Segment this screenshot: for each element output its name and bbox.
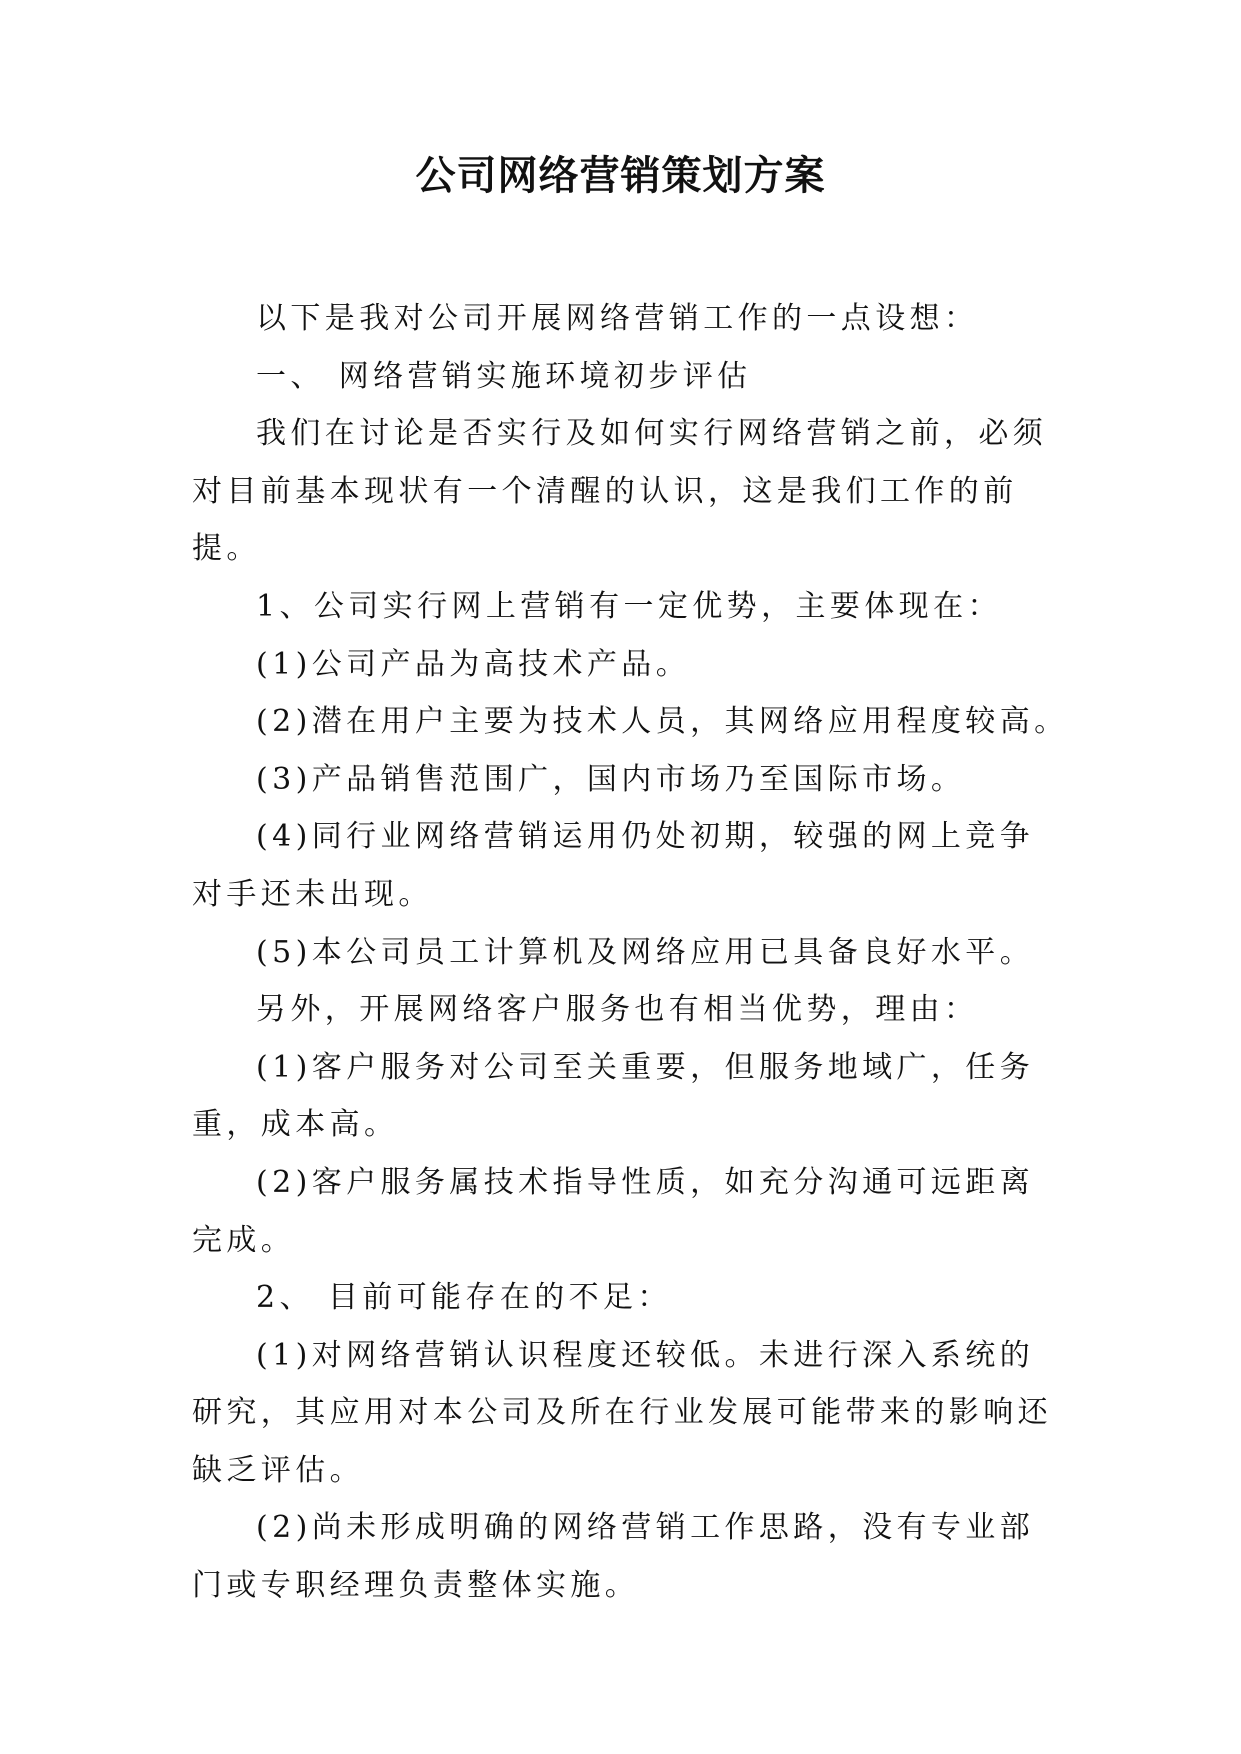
subheading-shortcomings: 2、 目前可能存在的不足：	[256, 1280, 672, 1316]
list-item-advantage-5: (5)本公司员工计算机及网络应用已具备良好水平。	[256, 934, 1035, 970]
list-item-shortcoming-1: (1)对网络营销认识程度还较低。未进行深入系统的研究，其应用对本公司及所在行业发展可能带来的影响还缺乏评估。	[192, 1337, 1052, 1488]
list-item-service-1: (1)客户服务对公司至关重要，但服务地域广，任务重，成本高。	[192, 1049, 1035, 1143]
paragraph-intro: 以下是我对公司开展网络营销工作的一点设想：	[256, 301, 979, 336]
document-body	[192, 290, 1069, 1615]
list-item-advantage-3: (3)产品销售范围广，国内市场乃至国际市场。	[256, 761, 966, 797]
list-item-service-2: (2)客户服务属技术指导性质，如充分沟通可远距离完成。	[192, 1164, 1035, 1258]
section-heading-1: 一、 网络营销实施环境初步评估	[256, 358, 752, 394]
paragraph-premise: 我们在讨论是否实行及如何实行网络营销之前，必须对目前基本现状有一个清醒的认识，这是我们工作的前提。	[192, 416, 1048, 567]
paragraph-service-advantages: 另外，开展网络客户服务也有相当优势，理由：	[256, 992, 979, 1028]
list-item-advantage-1: (1)公司产品为高技术产品。	[256, 646, 691, 682]
list-item-shortcoming-2: (2)尚未形成明确的网络营销工作思路，没有专业部门或专职经理负责整体实施。	[192, 1510, 1035, 1604]
subheading-advantages: 1、公司实行网上营销有一定优势，主要体现在：	[256, 588, 1002, 624]
list-item-advantage-4: (4)同行业网络营销运用仍处初期，较强的网上竞争对手还未出现。	[192, 819, 1035, 912]
list-item-advantage-2: (2)潜在用户主要为技术人员，其网络应用程度较高。	[256, 704, 1069, 740]
document-title: 公司网络营销策划方案	[415, 153, 826, 199]
